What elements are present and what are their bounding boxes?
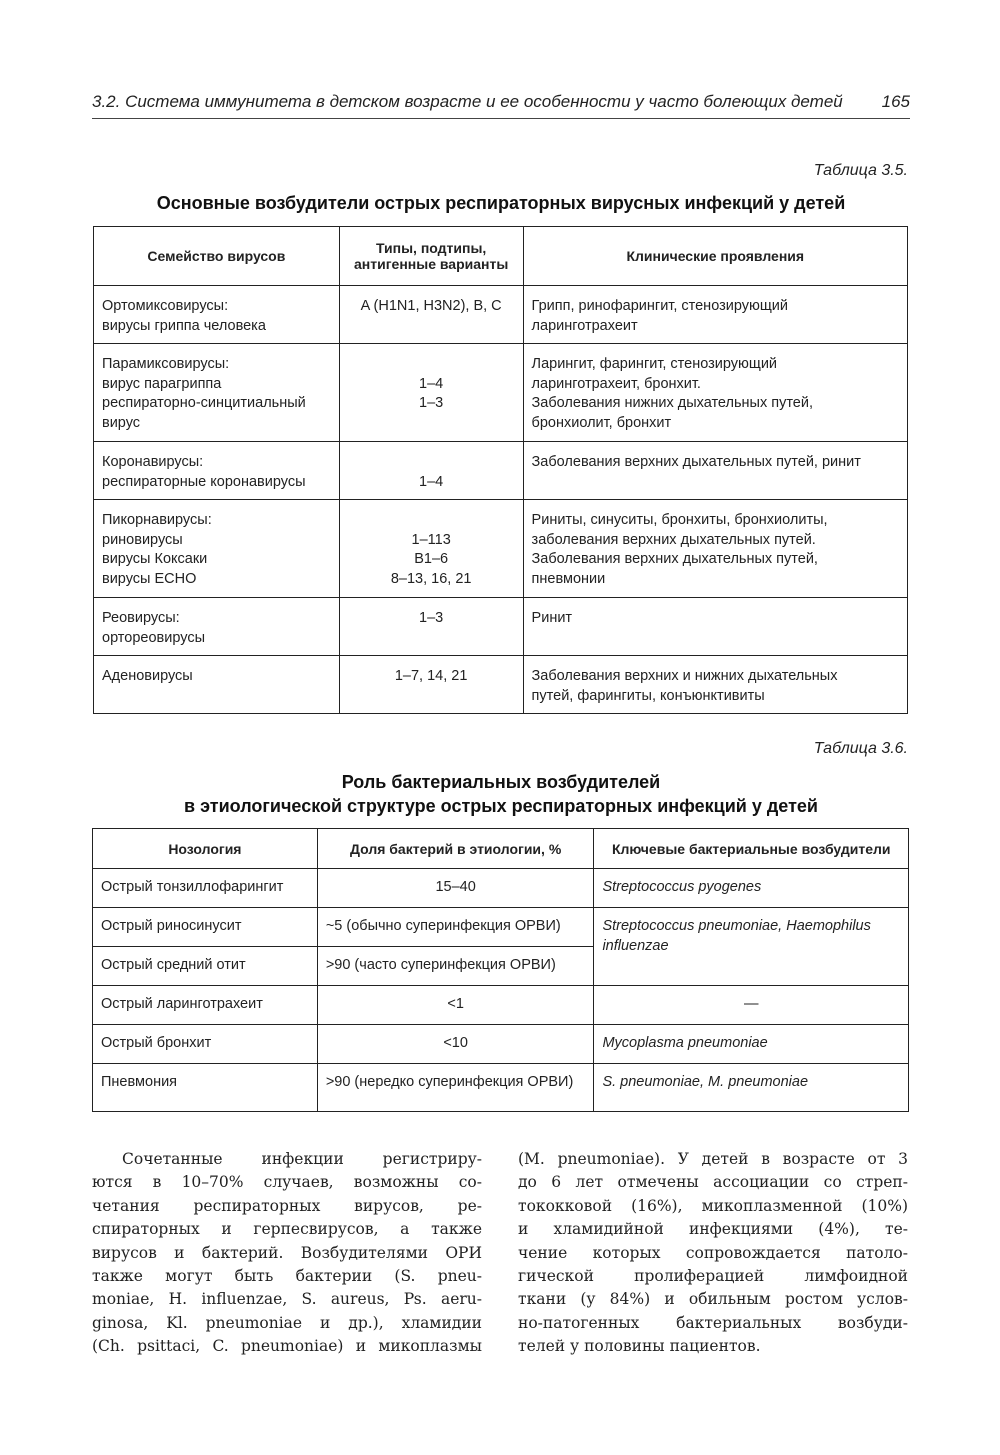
cell-clinical: Риниты, синуситы, бронхиты, бронхиолиты, заболевания верхних дыхательных путей. Заболевания верхних дыхательных путей, пневмонии bbox=[523, 500, 907, 598]
header-types: Типы, подтипы, антигенные варианты bbox=[339, 227, 523, 286]
cell-share: <10 bbox=[317, 1025, 594, 1064]
cell-nosology: Острый тонзиллофарингит bbox=[93, 869, 318, 908]
cell-nosology: Острый ларинготрахеит bbox=[93, 986, 318, 1025]
table-row bbox=[94, 442, 908, 500]
table-3-6-title: Роль бактериальных возбудителей в этиологической структуре острых респираторных инфекций у детей bbox=[184, 772, 818, 816]
table-row bbox=[94, 500, 908, 598]
text-line: ются в 10–70% случаев, возможны со- bbox=[92, 1173, 482, 1192]
cell-clinical: Ринит bbox=[523, 598, 907, 656]
text-line: но-патогенных бактериальных возбуди- bbox=[518, 1313, 908, 1332]
header-virus-family: Семейство вирусов bbox=[94, 227, 340, 286]
table-row bbox=[94, 286, 908, 344]
running-title: 3.2. Система иммунитета в детском возрасте и ее особенности у часто болеющих детей bbox=[92, 92, 843, 111]
cell-share: <1 bbox=[317, 986, 594, 1025]
text-line: телей у половины пациентов. bbox=[518, 1337, 761, 1356]
cell-pathogens: S. pneumoniae, M. pneumoniae bbox=[594, 1064, 909, 1112]
table-3-6 bbox=[92, 828, 909, 1112]
table-header-row bbox=[94, 227, 908, 286]
cell-nosology: Острый риносинусит bbox=[93, 908, 318, 947]
cell-pathogens: Mycoplasma pneumoniae bbox=[594, 1025, 909, 1064]
text-line: (M. pneumoniae). У детей в возрасте от 3 bbox=[518, 1150, 908, 1168]
text-line: четания респираторных вирусов, ре- bbox=[92, 1196, 482, 1215]
table-3-5-title: Основные возбудители острых респираторных вирусных инфекций у детей bbox=[156, 193, 846, 213]
table-row bbox=[94, 344, 908, 442]
body-text-right-column bbox=[518, 1148, 908, 1359]
header-nosology: Нозология bbox=[93, 829, 318, 869]
cell-nosology: Острый бронхит bbox=[93, 1025, 318, 1064]
text-line: до 6 лет отмечены ассоциации со стреп- bbox=[518, 1173, 908, 1192]
table-row bbox=[94, 656, 908, 714]
running-header bbox=[92, 92, 910, 119]
header-clinical: Клинические проявления bbox=[523, 227, 907, 286]
table-row bbox=[93, 1064, 909, 1112]
cell-family: Ортомиксовирусы: вирусы гриппа человека bbox=[94, 286, 340, 344]
cell-family: Коронавирусы: респираторные коронавирусы bbox=[94, 442, 340, 500]
cell-share: >90 (часто суперинфекция ОРВИ) bbox=[317, 947, 594, 986]
cell-pathogens: — bbox=[594, 986, 909, 1025]
table-header-row bbox=[93, 829, 909, 869]
cell-nosology: Острый средний отит bbox=[93, 947, 318, 986]
text-line: спираторных и герпесвирусов, а также bbox=[92, 1220, 482, 1239]
text-line: тококковой (16%), микоплазменной (10%) bbox=[518, 1196, 908, 1215]
cell-clinical: Грипп, ринофарингит, стенозирующий ларинготрахеит bbox=[523, 286, 907, 344]
text-line: также могут быть бактерии (S. pneu- bbox=[92, 1266, 482, 1285]
cell-clinical: Ларингит, фарингит, стенозирующий ларинготрахеит, бронхит. Заболевания нижних дыхательных путей, бронхиолит, бронхит bbox=[523, 344, 907, 442]
cell-pathogens: Streptococcus pneumoniae, Haemophilus influenzae bbox=[594, 908, 909, 986]
table-row bbox=[93, 986, 909, 1025]
cell-pathogens: Streptococcus pyogenes bbox=[594, 869, 909, 908]
cell-types: A (H1N1, H3N2), B, C bbox=[339, 286, 523, 344]
cell-types: 1–3 bbox=[339, 598, 523, 656]
text-line: moniae, H. influenzae, S. aureus, Ps. aeru- bbox=[92, 1290, 482, 1309]
cell-types: 1–7, 14, 21 bbox=[339, 656, 523, 714]
text-line: (Ch. psittaci, C. pneumoniae) и микоплазмы bbox=[92, 1337, 482, 1356]
table-3-6-caption: Таблица 3.6. bbox=[813, 740, 908, 757]
text-line: вирусов и бактерий. Возбудителями ОРИ bbox=[92, 1243, 482, 1262]
cell-share: 15–40 bbox=[317, 869, 594, 908]
cell-family: Парамиксовирусы: вирус парагриппа респираторно-синцитиальный вирус bbox=[94, 344, 340, 442]
table-row bbox=[93, 908, 909, 947]
text-line: гической пролиферацией лимфоидной bbox=[518, 1266, 908, 1285]
table-row bbox=[93, 1025, 909, 1064]
cell-clinical: Заболевания верхних и нижних дыхательных путей, фарингиты, конъюнктивиты bbox=[523, 656, 907, 714]
cell-share: >90 (нередко суперинфекция ОРВИ) bbox=[317, 1064, 594, 1112]
cell-types: 1–4 1–3 bbox=[339, 344, 523, 442]
text-line: ткани (у 84%) и обильным ростом услов- bbox=[518, 1290, 908, 1309]
text-line: ginosa, Kl. pneumoniae и др.), хламидии bbox=[92, 1313, 482, 1332]
table-row bbox=[93, 869, 909, 908]
page-number: 165 bbox=[881, 92, 910, 111]
body-text-left-column bbox=[92, 1148, 482, 1359]
cell-nosology: Пневмония bbox=[93, 1064, 318, 1112]
header-share: Доля бактерий в этиологии, % bbox=[317, 829, 594, 869]
table-row bbox=[94, 598, 908, 656]
table-3-5 bbox=[93, 226, 908, 714]
cell-types: 1–4 bbox=[339, 442, 523, 500]
cell-family: Пикорнавирусы: риновирусы вирусы Коксаки вирусы ECHO bbox=[94, 500, 340, 598]
header-pathogens: Ключевые бактериальные возбудители bbox=[594, 829, 909, 869]
text-line: чение которых сопровождается патоло- bbox=[518, 1243, 908, 1262]
cell-types: 1–113 B1–6 8–13, 16, 21 bbox=[339, 500, 523, 598]
cell-share: ~5 (обычно суперинфекция ОРВИ) bbox=[317, 908, 594, 947]
cell-clinical: Заболевания верхних дыхательных путей, ринит bbox=[523, 442, 907, 500]
text-line: Сочетанные инфекции регистриру- bbox=[122, 1150, 482, 1168]
cell-family: Реовирусы: ортореовирусы bbox=[94, 598, 340, 656]
cell-family: Аденовирусы bbox=[94, 656, 340, 714]
text-line: и хламидийной инфекциями (4%), те- bbox=[518, 1220, 908, 1239]
table-3-5-caption: Таблица 3.5. bbox=[813, 162, 908, 179]
